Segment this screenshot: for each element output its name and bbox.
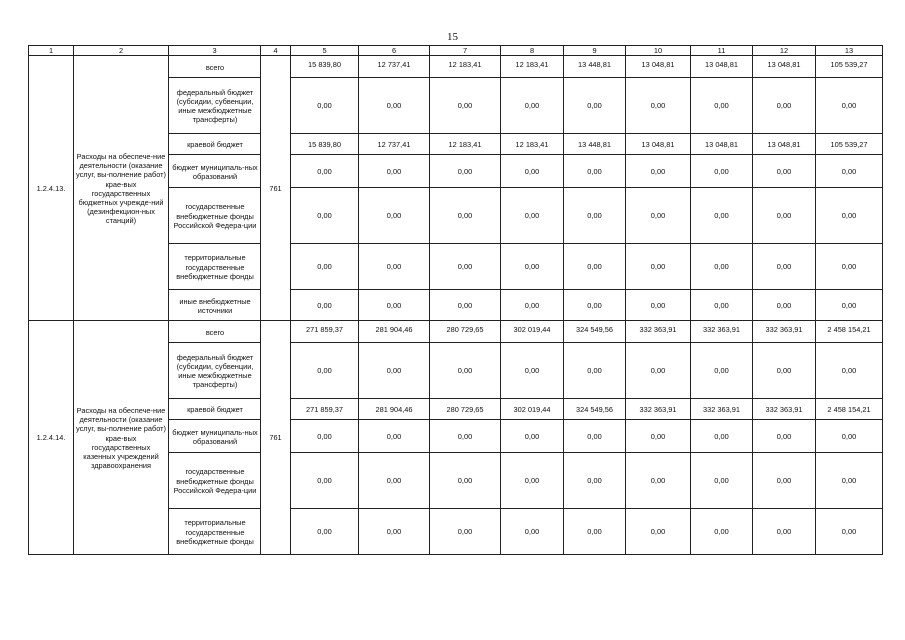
funding-source: федеральный бюджет (субсидии, субвенции, иные межбюджетные трансферты) (169, 343, 261, 399)
value-cell: 0,00 (291, 290, 359, 321)
value-cell: 105 539,27 (816, 134, 883, 155)
value-cell: 0,00 (626, 244, 691, 290)
value-cell: 280 729,65 (430, 321, 501, 343)
value-cell: 12 737,41 (359, 56, 430, 78)
value-cell: 12 737,41 (359, 134, 430, 155)
column-header: 3 (169, 46, 261, 56)
value-cell: 0,00 (291, 509, 359, 555)
value-cell: 13 048,81 (691, 134, 753, 155)
value-cell: 0,00 (291, 155, 359, 188)
value-cell: 0,00 (564, 509, 626, 555)
value-cell: 332 363,91 (753, 399, 816, 420)
value-cell: 105 539,27 (816, 56, 883, 78)
column-header: 9 (564, 46, 626, 56)
value-cell: 0,00 (564, 420, 626, 453)
value-cell: 0,00 (430, 244, 501, 290)
value-cell: 0,00 (564, 188, 626, 244)
column-header: 12 (753, 46, 816, 56)
value-cell: 0,00 (359, 343, 430, 399)
value-cell: 0,00 (816, 155, 883, 188)
value-cell: 0,00 (626, 188, 691, 244)
value-cell: 0,00 (691, 509, 753, 555)
column-header: 10 (626, 46, 691, 56)
value-cell: 0,00 (626, 453, 691, 509)
value-cell: 0,00 (291, 420, 359, 453)
value-cell: 2 458 154,21 (816, 399, 883, 420)
value-cell: 2 458 154,21 (816, 321, 883, 343)
value-cell: 0,00 (564, 155, 626, 188)
value-cell: 324 549,56 (564, 321, 626, 343)
funding-source: всего (169, 321, 261, 343)
column-header: 6 (359, 46, 430, 56)
value-cell: 0,00 (626, 509, 691, 555)
value-cell: 0,00 (816, 343, 883, 399)
value-cell: 0,00 (691, 290, 753, 321)
value-cell: 13 048,81 (626, 56, 691, 78)
value-cell: 0,00 (501, 188, 564, 244)
value-cell: 0,00 (753, 453, 816, 509)
value-cell: 0,00 (753, 244, 816, 290)
value-cell: 0,00 (359, 244, 430, 290)
value-cell: 271 859,37 (291, 321, 359, 343)
value-cell: 0,00 (291, 188, 359, 244)
funding-source: иные внебюджетные источники (169, 290, 261, 321)
column-header: 8 (501, 46, 564, 56)
page-number: 15 (447, 31, 458, 43)
value-cell: 302 019,44 (501, 321, 564, 343)
value-cell: 13 048,81 (691, 56, 753, 78)
value-cell: 0,00 (753, 155, 816, 188)
column-header: 13 (816, 46, 883, 56)
funding-source: территориальные государственные внебюджетные фонды (169, 509, 261, 555)
value-cell: 12 183,41 (501, 56, 564, 78)
value-cell: 0,00 (501, 290, 564, 321)
value-cell: 0,00 (564, 78, 626, 134)
value-cell: 13 048,81 (626, 134, 691, 155)
value-cell: 0,00 (626, 343, 691, 399)
table-row (29, 56, 883, 78)
funding-source: федеральный бюджет (субсидии, субвенции, иные межбюджетные трансферты) (169, 78, 261, 134)
value-cell: 15 839,80 (291, 134, 359, 155)
value-cell: 12 183,41 (501, 134, 564, 155)
value-cell: 0,00 (501, 244, 564, 290)
column-header: 11 (691, 46, 753, 56)
value-cell: 13 048,81 (753, 134, 816, 155)
value-cell: 0,00 (501, 78, 564, 134)
value-cell: 0,00 (753, 188, 816, 244)
value-cell: 0,00 (359, 509, 430, 555)
value-cell: 0,00 (564, 453, 626, 509)
value-cell: 0,00 (291, 244, 359, 290)
value-cell: 0,00 (691, 453, 753, 509)
value-cell: 0,00 (691, 155, 753, 188)
value-cell: 0,00 (430, 290, 501, 321)
funding-source: государственные внебюджетные фонды Российской Федера-ции (169, 453, 261, 509)
value-cell: 0,00 (501, 155, 564, 188)
value-cell: 0,00 (359, 290, 430, 321)
funding-source: бюджет муниципаль-ных образований (169, 155, 261, 188)
funding-source: государственные внебюджетные фонды Российской Федера-ции (169, 188, 261, 244)
column-header: 5 (291, 46, 359, 56)
value-cell: 332 363,91 (691, 399, 753, 420)
budget-table (28, 45, 883, 555)
value-cell: 0,00 (816, 244, 883, 290)
value-cell: 332 363,91 (691, 321, 753, 343)
value-cell: 0,00 (501, 343, 564, 399)
value-cell: 0,00 (359, 155, 430, 188)
item-code: 1.2.4.14. (29, 321, 74, 555)
value-cell: 0,00 (816, 78, 883, 134)
value-cell: 302 019,44 (501, 399, 564, 420)
value-cell: 0,00 (501, 420, 564, 453)
value-cell: 0,00 (564, 343, 626, 399)
funding-source: краевой бюджет (169, 399, 261, 420)
value-cell: 0,00 (564, 290, 626, 321)
value-cell: 13 048,81 (753, 56, 816, 78)
table-row (29, 321, 883, 343)
value-cell: 281 904,46 (359, 399, 430, 420)
value-cell: 0,00 (501, 453, 564, 509)
value-cell: 0,00 (291, 78, 359, 134)
item-description: Расходы на обеспече-ние деятельности (оказание услуг, вы-полнение работ) крае-вых государственных бюджетных учрежде-ний (дезинфекцион-ных станций) (74, 56, 169, 321)
value-cell: 0,00 (691, 78, 753, 134)
value-cell: 281 904,46 (359, 321, 430, 343)
value-cell: 0,00 (430, 155, 501, 188)
value-cell: 13 448,81 (564, 56, 626, 78)
budget-code: 761 (261, 321, 291, 555)
column-header: 7 (430, 46, 501, 56)
value-cell: 0,00 (359, 420, 430, 453)
value-cell: 0,00 (564, 244, 626, 290)
value-cell: 0,00 (626, 290, 691, 321)
funding-source: всего (169, 56, 261, 78)
value-cell: 332 363,91 (753, 321, 816, 343)
value-cell: 0,00 (359, 453, 430, 509)
value-cell: 0,00 (753, 420, 816, 453)
value-cell: 0,00 (816, 290, 883, 321)
header-row (29, 46, 883, 56)
value-cell: 324 549,56 (564, 399, 626, 420)
value-cell: 0,00 (753, 78, 816, 134)
column-header: 4 (261, 46, 291, 56)
value-cell: 0,00 (430, 453, 501, 509)
funding-source: краевой бюджет (169, 134, 261, 155)
value-cell: 0,00 (626, 420, 691, 453)
value-cell: 0,00 (291, 453, 359, 509)
item-code: 1.2.4.13. (29, 56, 74, 321)
value-cell: 0,00 (501, 509, 564, 555)
item-description: Расходы на обеспече-ние деятельности (оказание услуг, вы-полнение работ) крае-вых государственных казенных учреждений здравоохранения (74, 321, 169, 555)
value-cell: 0,00 (816, 509, 883, 555)
value-cell: 0,00 (430, 78, 501, 134)
value-cell: 0,00 (816, 188, 883, 244)
value-cell: 13 448,81 (564, 134, 626, 155)
value-cell: 15 839,80 (291, 56, 359, 78)
value-cell: 0,00 (691, 420, 753, 453)
value-cell: 0,00 (753, 343, 816, 399)
funding-source: территориальные государственные внебюджетные фонды (169, 244, 261, 290)
budget-code: 761 (261, 56, 291, 321)
value-cell: 0,00 (359, 188, 430, 244)
value-cell: 0,00 (753, 509, 816, 555)
value-cell: 0,00 (691, 244, 753, 290)
value-cell: 0,00 (430, 343, 501, 399)
value-cell: 0,00 (691, 343, 753, 399)
funding-source: бюджет муниципаль-ных образований (169, 420, 261, 453)
value-cell: 0,00 (691, 188, 753, 244)
value-cell: 12 183,41 (430, 134, 501, 155)
value-cell: 0,00 (359, 78, 430, 134)
value-cell: 271 859,37 (291, 399, 359, 420)
value-cell: 12 183,41 (430, 56, 501, 78)
value-cell: 0,00 (430, 188, 501, 244)
value-cell: 0,00 (626, 155, 691, 188)
table-body (29, 46, 883, 555)
column-header: 1 (29, 46, 74, 56)
value-cell: 280 729,65 (430, 399, 501, 420)
value-cell: 0,00 (626, 78, 691, 134)
value-cell: 332 363,91 (626, 321, 691, 343)
value-cell: 0,00 (816, 453, 883, 509)
column-header: 2 (74, 46, 169, 56)
value-cell: 0,00 (816, 420, 883, 453)
value-cell: 0,00 (753, 290, 816, 321)
value-cell: 0,00 (291, 343, 359, 399)
value-cell: 0,00 (430, 509, 501, 555)
value-cell: 0,00 (430, 420, 501, 453)
value-cell: 332 363,91 (626, 399, 691, 420)
